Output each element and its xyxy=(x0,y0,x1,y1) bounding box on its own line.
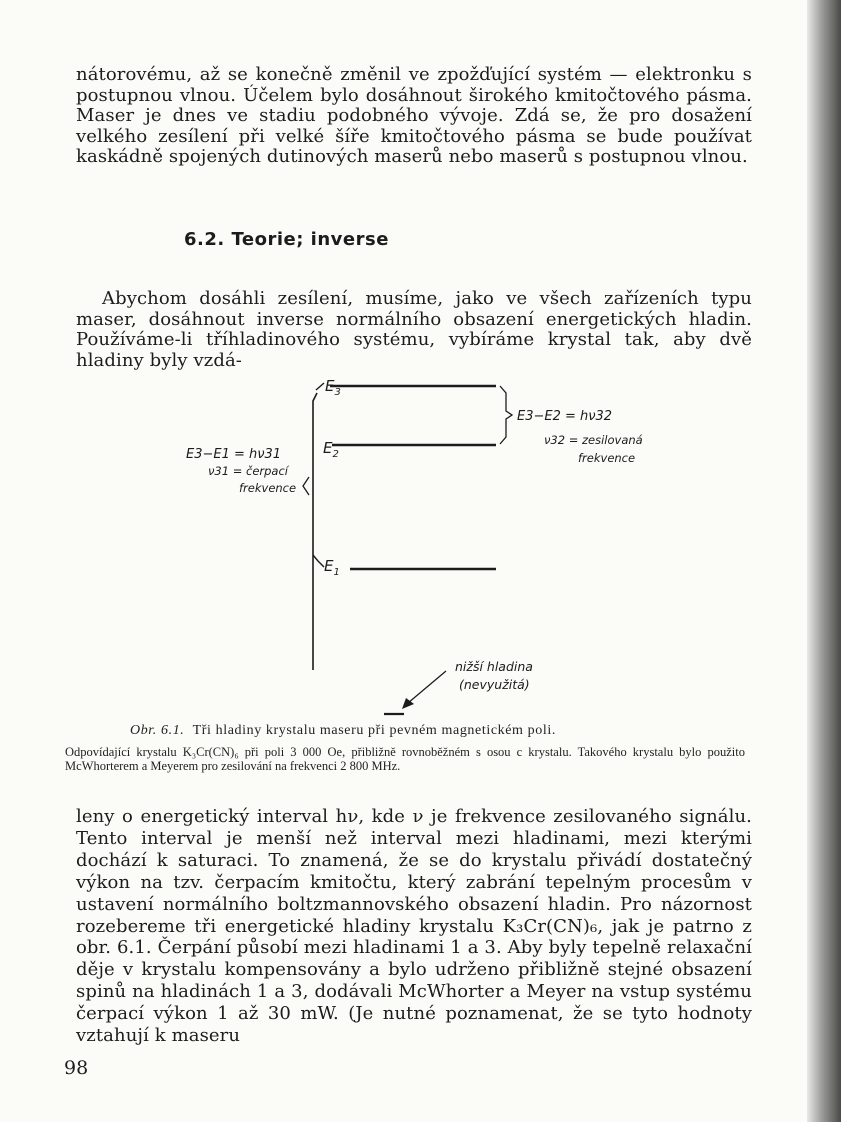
lower-level-label-1: nižší hladina xyxy=(455,659,533,674)
figure-caption-title xyxy=(130,723,556,739)
signal-label-2: frekvence xyxy=(578,451,636,465)
page-edge-shadow xyxy=(807,0,841,1122)
lower-level-label-2: (nevyužitá) xyxy=(459,677,530,692)
level-e1-label: $E_1$ xyxy=(324,557,340,578)
pump-bracket xyxy=(313,383,324,567)
figure-number: Obr. 6.1. xyxy=(130,723,185,738)
signal-brace xyxy=(500,386,512,444)
pump-equation: E3−E1 = hν31 xyxy=(186,447,282,462)
page-number: 98 xyxy=(64,1057,89,1079)
energy-level-diagram xyxy=(170,365,670,725)
lower-level-arrow-shaft xyxy=(408,671,446,703)
figure-caption-text: Odpovídající krystalu K₃Cr(CN)₆ při poli 3 000 Oe, přibližně rovnoběžném s osou c krystalu. Takového krystalu bylo použito McWhorterem a Meyerem pro zesilování na frekvenci 2 800 MHz. xyxy=(65,745,745,773)
paragraph-theory: Abychom dosáhli zesílení, musíme, jako ve všech zařízeních typu maser, dosáhnout inverse normálního obsazení energetických hladin. Používáme-li tříhladinového systému, vybíráme krystal tak, aby dvě hladiny byly vzdá- xyxy=(76,288,752,371)
signal-equation: E3−E2 = hν32 xyxy=(517,409,613,424)
section-heading: 6.2. Teorie; inverse xyxy=(184,229,389,250)
energy-axis xyxy=(313,393,317,670)
pump-label-2: frekvence xyxy=(239,481,297,495)
level-e3-label: $E_3$ xyxy=(325,377,341,398)
level-e2-label: $E_2$ xyxy=(323,439,339,460)
signal-label-1: ν32 = zesilovaná xyxy=(544,433,643,447)
pump-label-1: ν31 = čerpací xyxy=(208,464,288,478)
figure-title: Tři hladiny krystalu maseru při pevném magnetickém poli. xyxy=(192,723,556,738)
paragraph-explanation: leny o energetický interval hν, kde ν je frekvence zesilovaného signálu. Tento interval je menší než interval mezi hladinami, mezi kterými dochází k saturaci. To znamená, že se do krystalu přivádí dostatečný výkon na tzv. čerpacím kmitočtu, který zabrání tepelným procesům v ustavení normálního boltzmannovského obsazení hladin. Pro názornost rozebereme tři energetické hladiny krystalu K₃Cr(CN)₆, jak je patrno z obr. 6.1. Čerpání působí mezi hladinami 1 a 3. Aby byly tepelně relaxační děje v krystalu kompensovány a bylo udrženo přibližně stejné obsazení spinů na hladinách 1 a 3, dodávali McWhorter a Meyer na vstup systému čerpací výkon 1 až 30 mW. (Je nutné poznamenat, že se tyto hodnoty vztahují k maseru xyxy=(76,806,752,1047)
paragraph-intro: nátorovému, až se konečně změnil ve zpožďující systém — elektronku s postupnou vlnou. Účelem bylo dosáhnout širokého kmitočtového pásma. Maser je dnes ve stadiu podobného vývoje. Zdá se, že pro dosažení velkého zesílení při velké šíře kmitočtového pásma se bude používat kaskádně spojených dutinových maserů nebo maserů s postupnou vlnou. xyxy=(76,64,752,167)
pump-brace-tip xyxy=(303,477,309,495)
